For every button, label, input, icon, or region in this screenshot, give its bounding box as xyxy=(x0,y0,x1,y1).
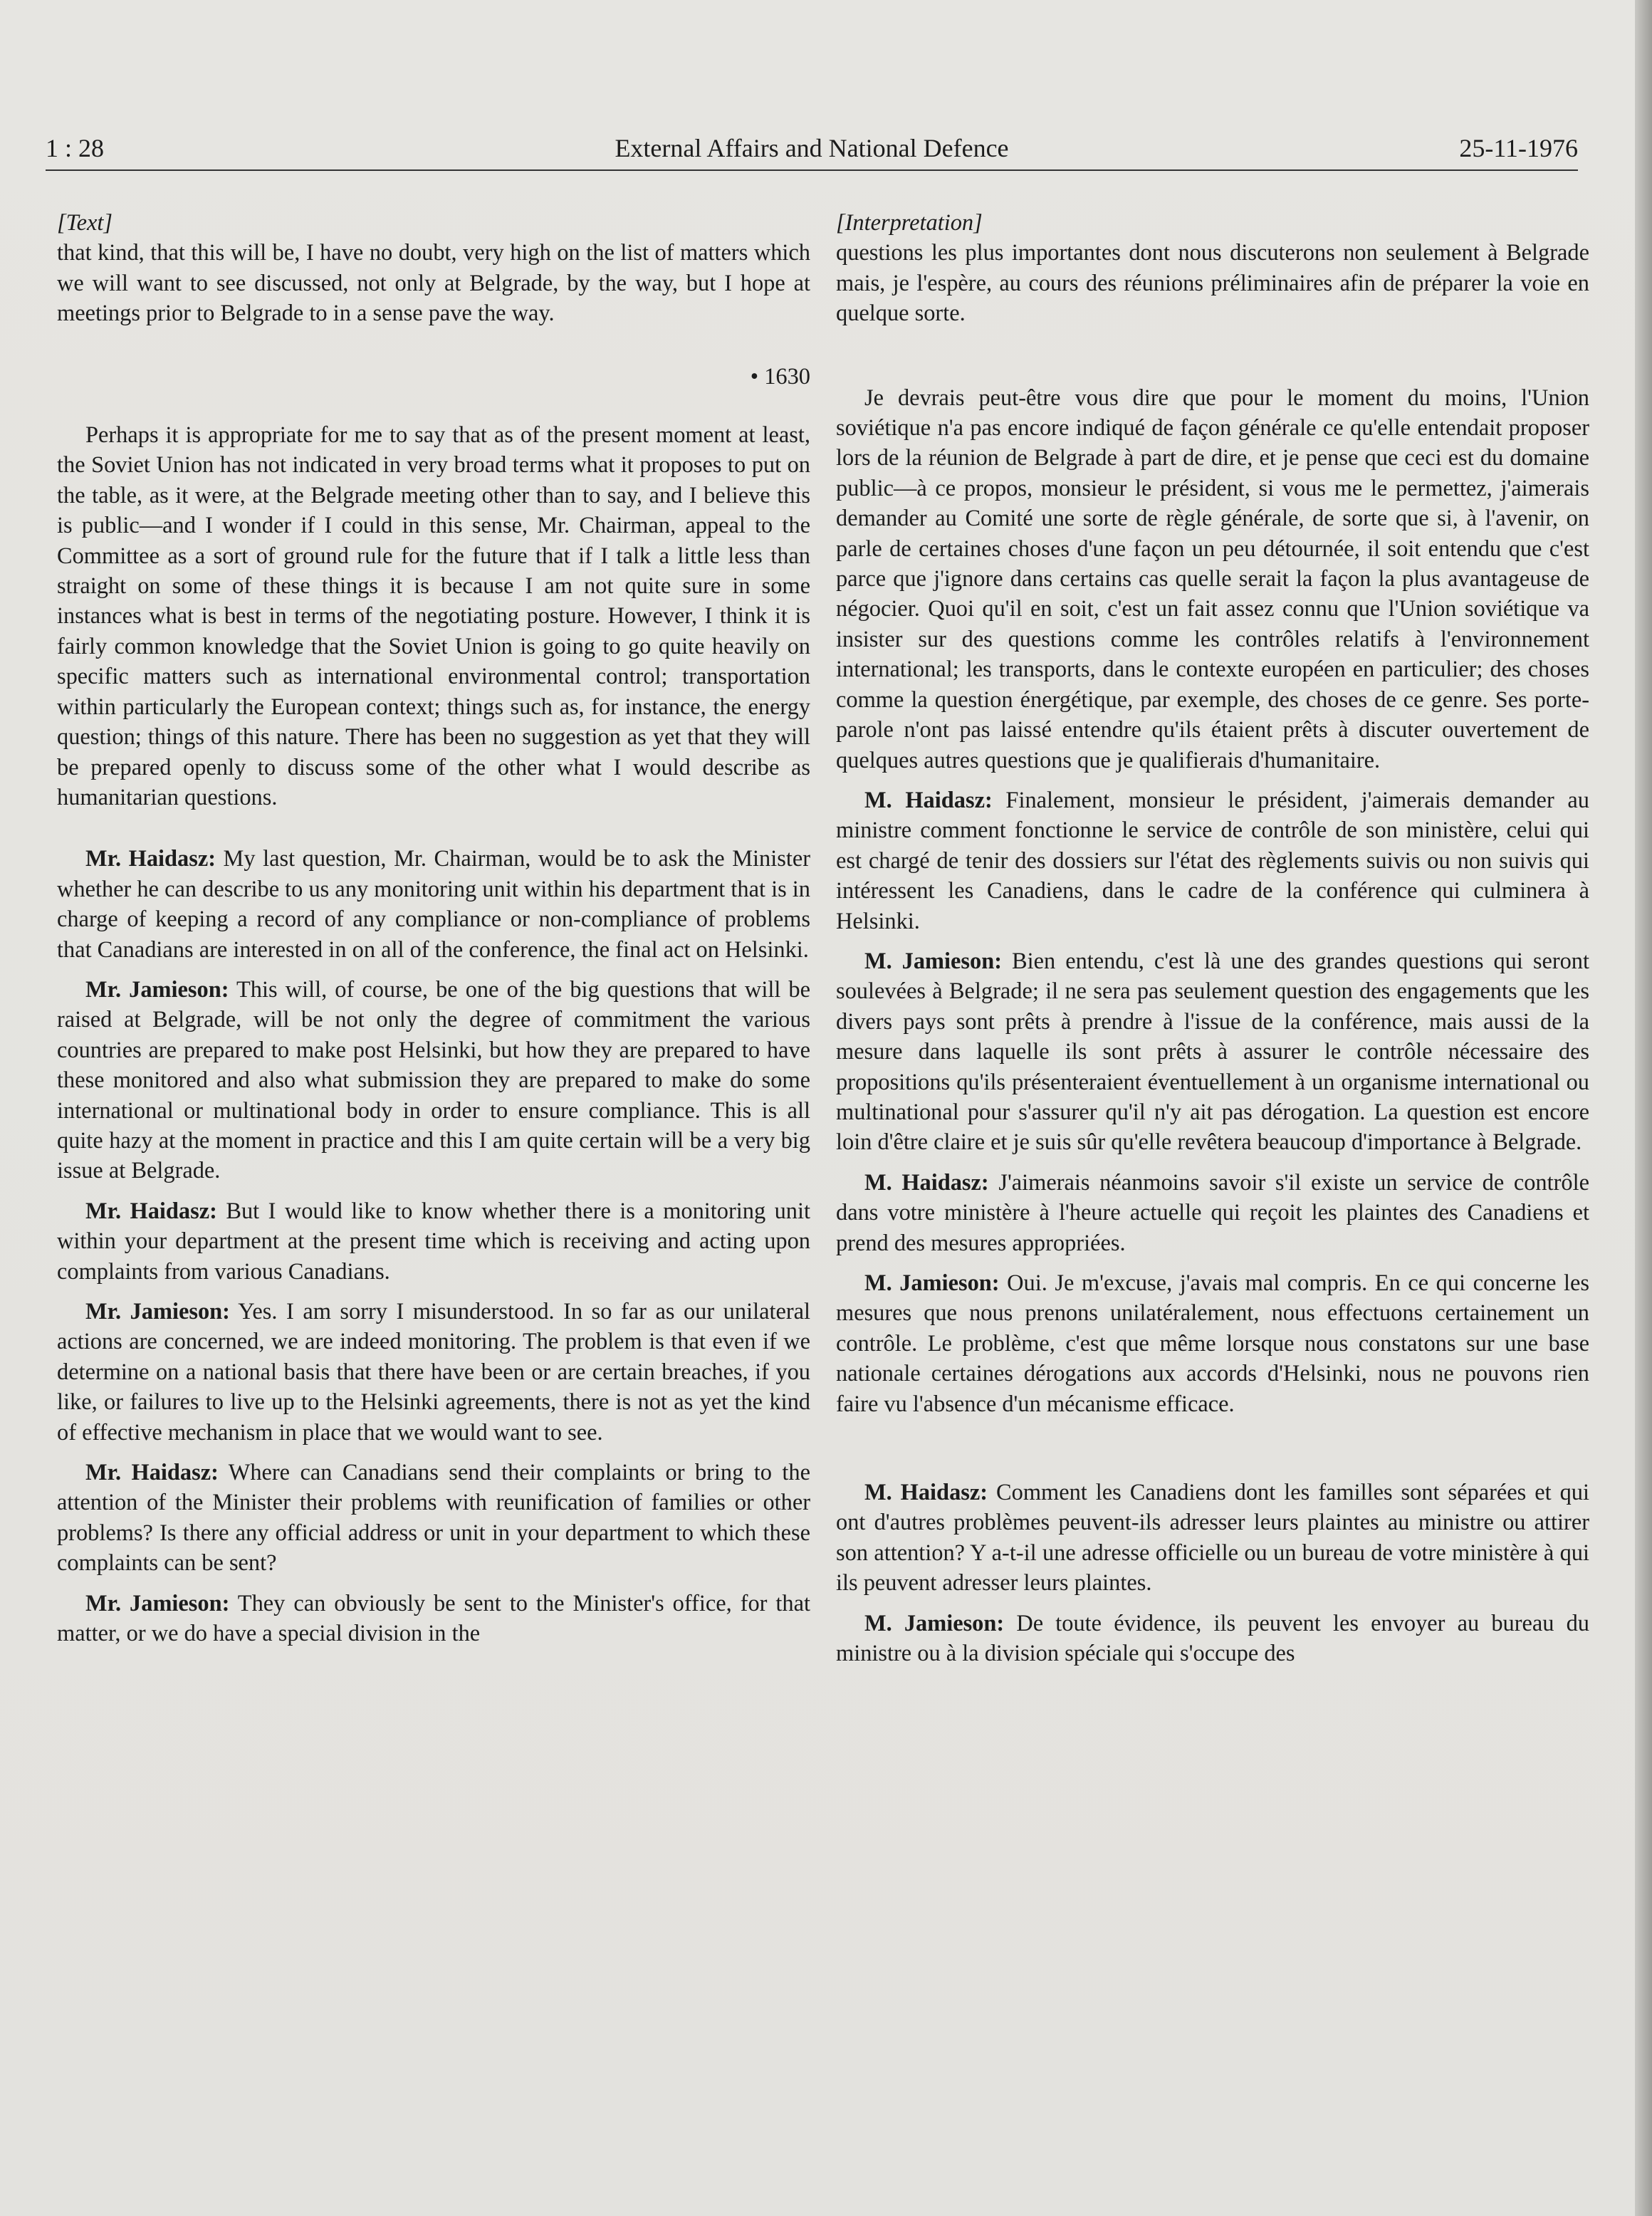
speech xyxy=(57,1196,810,1287)
speaker-name: Mr. Jamieson: xyxy=(85,1299,230,1324)
speech xyxy=(836,1268,1589,1419)
speaker-name: Mr. Haidasz: xyxy=(85,1460,219,1486)
speaker-name: M. Haidasz: xyxy=(864,1480,988,1506)
speech-text: Bien entendu, c'est là une des grandes questions qui seront soulevées à Belgrade; il ne sera pas seulement question des engagements que les divers pays sont prêts à prendre à l'issue de la conférence, mais aussi de la mesure dans laquelle ils sont prêts à assurer le contrôle nécessaire des propositions qu'ils présenteraient éventuellement à un organisme international ou multinational pour s'assurer qu'il n'y ait pas dérogation. La question est encore loin d'être claire et je suis sûr qu'elle revêtera beaucoup d'importance à Belgrade. xyxy=(836,948,1589,1156)
speaker-name: Mr. Haidasz: xyxy=(85,1198,217,1224)
speaker-name: Mr. Jamieson: xyxy=(85,976,229,1003)
speech-text: Oui. Je m'excuse, j'avais mal compris. En ce qui concerne les mesures que nous prenons unilatéralement, nous effectuons certainement un contrôle. Le problème, c'est que même lorsque nous constatons sur une base nationale certaines dérogations aux accords d'Helsinki, nous ne pouvons rien faire vu l'absence d'un mécanisme efficace. xyxy=(836,1270,1589,1417)
running-header xyxy=(46,132,1578,171)
column-label: [Text] xyxy=(57,210,113,236)
speech-text: J'aimerais néanmoins savoir s'il existe un service de contrôle dans votre ministère à l'heure actuelle qui reçoit les plaintes des Canadiens et prend des mesures appropriées. xyxy=(836,1169,1589,1256)
speaker-name: M. Jamieson: xyxy=(864,948,1003,974)
speech xyxy=(836,1478,1589,1599)
speaker-name: Mr. Haidasz: xyxy=(85,846,216,872)
speech xyxy=(57,1297,810,1448)
speech xyxy=(57,1589,810,1649)
speaker-name: M. Haidasz: xyxy=(864,787,993,813)
speech xyxy=(57,975,810,1186)
speaker-name: M. Jamieson: xyxy=(864,1270,1000,1296)
speech xyxy=(836,946,1589,1158)
speech-text: Where can Canadians send their complaints or bring to the attention of the Minister their problems with reunification of families or other problems? Is there any official address or unit in your department to which these complaints can be sent? xyxy=(57,1460,810,1577)
speech xyxy=(836,1609,1589,1669)
paragraph: questions les plus importantes dont nous discuterons non seulement à Belgrade mais, je l'espère, au cours des réunions préliminaires afin de préparer la voie en quelque sorte. xyxy=(836,240,1589,327)
header-date: 25-11-1976 xyxy=(1459,134,1578,162)
speech-text: But I would like to know whether there is a monitoring unit within your department at the present time which is receiving and acting upon complaints from various Canadians. xyxy=(57,1198,810,1285)
speech xyxy=(57,844,810,965)
speech-text: They can obviously be sent to the Minister's office, for that matter, or we do have a special division in the xyxy=(57,1590,810,1647)
paragraph: Perhaps it is appropriate for me to say that as of the present moment at least, the Soviet Union has not indicated in very broad terms what it proposes to put on the table, as it were, at the Belgrade meeting other than to say, and I believe this is public—and I wonder if I could in this sense, Mr. Chairman, appeal to the Committee as a sort of ground rule for the future that if I talk a little less than straight on some of these things it is because I am not quite sure in some instances what is best in terms of the negotiating posture. However, I think it is fairly common knowledge that the Soviet Union is going to go quite heavily on specific matters such as international environmental control; transportation within particularly the European context; things such as, for instance, the energy question; things of this nature. There has been no suggestion as yet that they will be prepared openly to discuss some of the other what I would describe as humanitarian questions. xyxy=(57,422,810,810)
speech xyxy=(836,785,1589,936)
column-label: [Interpretation] xyxy=(836,210,983,236)
english-column xyxy=(57,208,810,1648)
speech-text: My last question, Mr. Chairman, would be to ask the Minister whether he can describe to us any monitoring unit within his department that is in charge of keeping a record of any compliance or non-compliance of problems that Canadians are interested in on all of the conference, the final act on Helsinki. xyxy=(57,846,810,963)
publication-title: External Affairs and National Defence xyxy=(615,134,1009,162)
speaker-name: M. Jamieson: xyxy=(864,1610,1005,1636)
paragraph: Je devrais peut-être vous dire que pour le moment du moins, l'Union soviétique n'a pas encore indiqué de façon générale ce qu'elle entendait proposer lors de la réunion de Belgrade à part de dire, et je pense que ceci est du domaine public—à ce propos, monsieur le président, si vous me le permettez, j'aimerais demander au Comité une sorte de règle générale, de sorte que si, à l'avenir, on parle de certaines choses d'une façon un peu détournée, il soit entendu que c'est parce que j'ignore dans certains cas quelle serait la façon la plus avantageuse de négocier. Quoi qu'il en soit, c'est un fait assez connu que l'Union soviétique va insister sur des questions comme les contrôles relatifs à l'environnement international; les transports, dans le contexte européen en particulier; des choses comme la question énergétique, par exemple, des choses de ce genre. Ses porte-parole n'ont pas laissé entendre qu'ils étaient prêts à discuter ouvertement de quelques autres questions que je qualifierais d'humanitaire. xyxy=(836,385,1589,773)
speech xyxy=(836,1168,1589,1258)
speech-text: Comment les Canadiens dont les familles sont séparées et qui ont d'autres problèmes peuvent-ils adresser leurs plaintes au ministre ou attirer son attention? Y a-t-il une adresse officielle ou un bureau de votre ministère à qui ils peuvent adresser leurs plaintes. xyxy=(836,1480,1589,1596)
time-marker: • 1630 xyxy=(750,363,810,390)
speaker-name: M. Haidasz: xyxy=(864,1169,989,1196)
speech xyxy=(57,1458,810,1579)
french-column xyxy=(836,208,1589,1668)
speaker-name: Mr. Jamieson: xyxy=(85,1590,230,1616)
speech-text: Finalement, monsieur le président, j'aimerais demander au ministre comment fonctionne le service de contrôle de son ministère, celui qui est chargé de tenir des dossiers sur l'état des règlements suivis ou non suivis qui intéressent les Canadiens, dans le cadre de la conférence qui culminera à Helsinki. xyxy=(836,787,1589,934)
speech-text: De toute évidence, ils peuvent les envoyer au bureau du ministre ou à la division spéciale qui s'occupe des xyxy=(836,1610,1589,1667)
speech-text: Yes. I am sorry I misunderstood. In so far as our unilateral actions are concerned, we are indeed monitoring. The problem is that even if we determine on a national basis that there have been or are certain breaches, if you like, or failures to live up to the Helsinki agreements, there is not as yet the kind of effective mechanism in place that we would want to see. xyxy=(57,1299,810,1446)
paragraph: that kind, that this will be, I have no doubt, very high on the list of matters which we will want to see discussed, not only at Belgrade, by the way, but I hope at meetings prior to Belgrade to in a sense pave the way. xyxy=(57,240,810,327)
speech-text: This will, of course, be one of the big questions that will be raised at Belgrade, will be not only the degree of commitment the various countries are prepared to make post Helsinki, but how they are prepared to have these monitored and also what submission they are prepared to make do some international or multinational body in order to ensure compliance. This is all quite hazy at the moment in practice and this I am quite certain will be a very big issue at Belgrade. xyxy=(57,976,810,1184)
page-number: 1 : 28 xyxy=(46,134,105,162)
page-edge xyxy=(1635,0,1652,2216)
